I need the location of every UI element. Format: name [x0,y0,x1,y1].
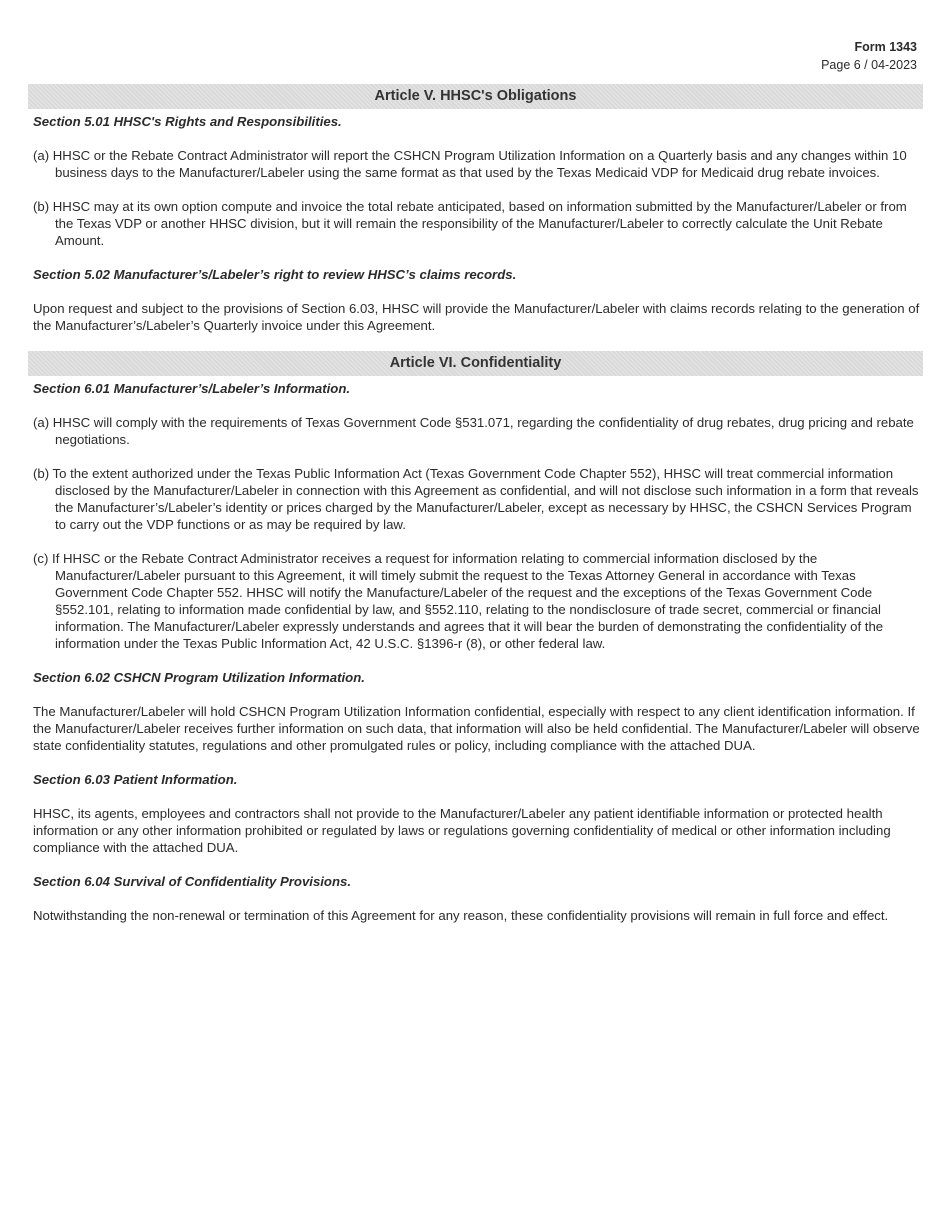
document-body [28,84,923,941]
section-6-02-text: The Manufacturer/Labeler will hold CSHCN Program Utilization Information confidential, especially with respect to any client identification information. If the Manufacturer/Labeler receives further information on such data, that information will also be held confidential. The Manufacturer/Labeler will observe state confidentiality statutes, regulations and other promulgated rules or policy, including compliance with the attached DUA. [33,704,920,753]
section-5-01-item-b: (b) HHSC may at its own option compute and invoice the total rebate anticipated, based on information submitted by the Manufacturer/Labeler or from the Texas VDP or another HHSC division, but it will remain the responsibility of the Manufacturer/Labeler to correctly calculate the Unit Rebate Amount. [33,199,907,248]
section-6-01-item-b: (b) To the extent authorized under the Texas Public Information Act (Texas Government Code Chapter 552), HHSC will treat commercial information disclosed by the Manufacturer/Labeler in connection with this Agreement as confidential, and will not disclose such information in a form that reveals the Manufacturer’s/Labeler’s identity or prices charged by the Manufacturer/Labeler, except as necessary by HHSC, the CSHCN Services Program to carry out the VDP functions or as may be required by law. [33,466,919,532]
page-info: Page 6 / 04-2023 [821,58,917,72]
section-5-01-title: Section 5.01 HHSC's Rights and Responsibilities. [33,114,342,129]
form-number: Form 1343 [854,40,917,54]
section-6-03-title: Section 6.03 Patient Information. [33,772,238,787]
article-5-heading: Article V. HHSC's Obligations [28,84,923,109]
section-6-04-text: Notwithstanding the non-renewal or termination of this Agreement for any reason, these confidentiality provisions will remain in full force and effect. [33,908,889,923]
article-6-heading: Article VI. Confidentiality [28,351,923,376]
section-5-02-title: Section 5.02 Manufacturer’s/Labeler’s right to review HHSC’s claims records. [33,267,517,282]
section-5-02-text: Upon request and subject to the provisions of Section 6.03, HHSC will provide the Manufacturer/Labeler with claims records relating to the generation of the Manufacturer’s/Labeler’s Quarterly invoice under this Agreement. [33,301,920,333]
section-6-02-title: Section 6.02 CSHCN Program Utilization Information. [33,670,365,685]
section-6-01-title: Section 6.01 Manufacturer’s/Labeler’s Information. [33,381,351,396]
section-6-01-item-c: (c) If HHSC or the Rebate Contract Administrator receives a request for information relating to commercial information disclosed by the Manufacturer/Labeler pursuant to this Agreement, it will timely submit the request to the Texas Attorney General in accordance with Texas Government Code Chapter 552. HHSC will notify the Manufacture/Labeler of the request and the exceptions of the Texas Government Code §552.101, relating to information made confidential by law, and §552.110, relating to the nondisclosure of trade secret, commercial or financial information. The Manufacturer/Labeler expressly understands and agrees that it will bear the burden of demonstrating the confidentiality of the information under the Texas Public Information Act, 42 U.S.C. §1396-r (8), or other federal law. [33,551,884,651]
page-header [821,38,917,74]
section-5-01-item-a: (a) HHSC or the Rebate Contract Administrator will report the CSHCN Program Utilization Information on a Quarterly basis and any changes within 10 business days to the Manufacturer/Labeler using the same format as that used by the Texas Medicaid VDP for Medicaid drug rebate invoices. [33,148,907,180]
section-6-03-text: HHSC, its agents, employees and contractors shall not provide to the Manufacturer/Labeler any patient identifiable information or protected health information or any other information prohibited or regulated by laws or regulations governing confidentiality of medical or other information including compliance with the attached DUA. [33,806,891,855]
section-6-01-item-a: (a) HHSC will comply with the requirements of Texas Government Code §531.071, regarding the confidentiality of drug rebates, drug pricing and rebate negotiations. [33,415,914,447]
section-6-04-title: Section 6.04 Survival of Confidentiality Provisions. [33,874,352,889]
